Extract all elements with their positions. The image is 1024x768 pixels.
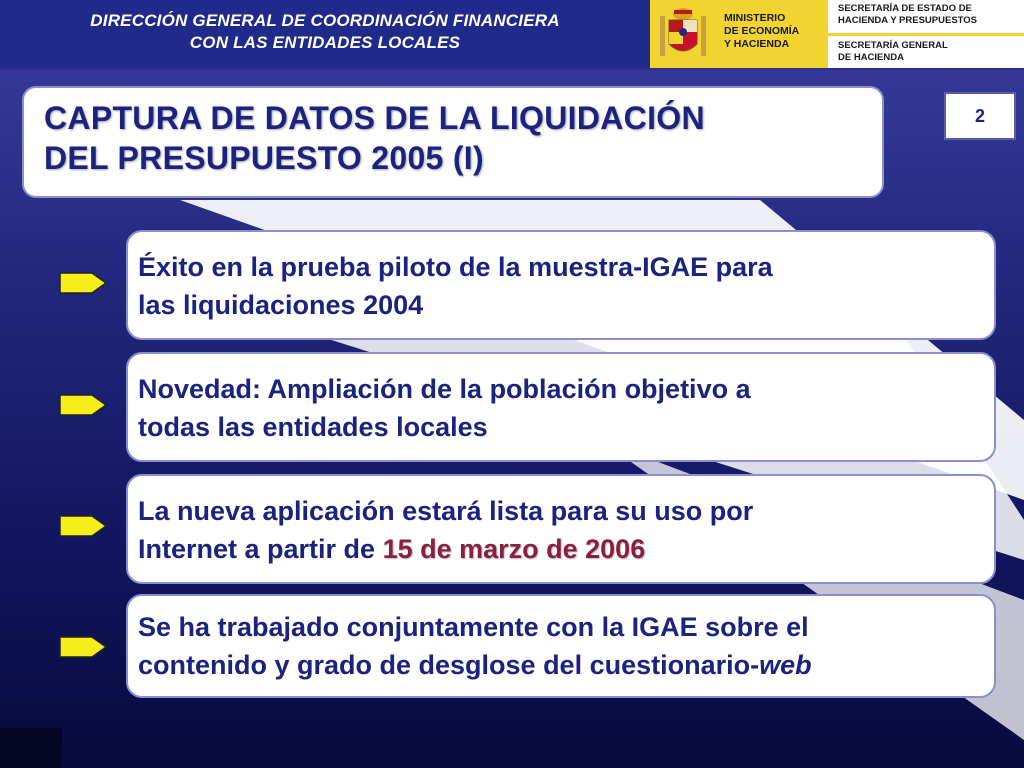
arrow-bullet-icon [58,634,108,660]
ministry-line-3: Y HACIENDA [724,38,790,50]
ministry-block [650,0,828,68]
secretaria-general-line-2: DE HACIENDA [838,52,904,63]
arrow-bullet-icon [58,513,108,539]
bullet-4-line-2-italic: web [759,650,812,680]
ministry-name [724,12,799,51]
arrow-bullet-icon [58,392,108,418]
department-line-2: CON LAS ENTIDADES LOCALES [189,33,461,52]
secretaria-estado [838,3,977,27]
secretaria-general [838,40,948,64]
secretaria-general-line-1: SECRETARÍA GENERAL [838,40,948,51]
footer-corner [0,728,62,768]
slide-title-line-1: CAPTURA DE DATOS DE LA LIQUIDACIÓN [44,100,705,136]
bullet-item-3 [126,474,996,584]
bullet-item-2 [126,352,996,462]
ministry-line-1: MINISTERIO [724,12,786,24]
bullet-4-line-1: Se ha trabajado conjuntamente con la IGAE sobre el [138,612,809,642]
header-bar [0,0,1024,70]
launch-date-highlight: 15 de marzo de 2006 [382,534,646,564]
slide-title-line-2: DEL PRESUPUESTO 2005 (I) [44,140,484,176]
bullet-2-line-1: Novedad: Ampliación de la población objetivo a [138,374,751,404]
secretaria-estado-line-1: SECRETARÍA DE ESTADO DE [838,3,972,14]
slide-title [22,86,884,198]
arrow-bullet-icon [58,270,108,296]
department-line-1: DIRECCIÓN GENERAL DE COORDINACIÓN FINANCIERA [90,11,560,30]
bullet-item-1 [126,230,996,340]
bullet-3-line-2-text: Internet a partir de [138,534,383,564]
ministry-line-2: DE ECONOMÍA [724,25,800,37]
page-number: 2 [944,92,1016,140]
bullet-1-line-1: Éxito en la prueba piloto de la muestra-IGAE para [138,252,773,282]
bullet-2-line-2: todas las entidades locales [138,412,488,442]
secretaria-block [828,0,1024,68]
spain-coat-of-arms-icon [658,6,708,62]
bullet-3-line-1: La nueva aplicación estará lista para su uso por [138,496,754,526]
header-divider [828,33,1024,36]
department-title [0,0,650,68]
bullet-4-line-2-text: contenido y grado de desglose del cuestionario- [138,650,760,680]
bullet-1-line-2: las liquidaciones 2004 [138,290,424,320]
bullet-4-line-2 [138,646,994,684]
bullet-3-line-2 [138,530,994,568]
secretaria-estado-line-2: HACIENDA Y PRESUPUESTOS [838,15,978,26]
bullet-item-4 [126,594,996,698]
